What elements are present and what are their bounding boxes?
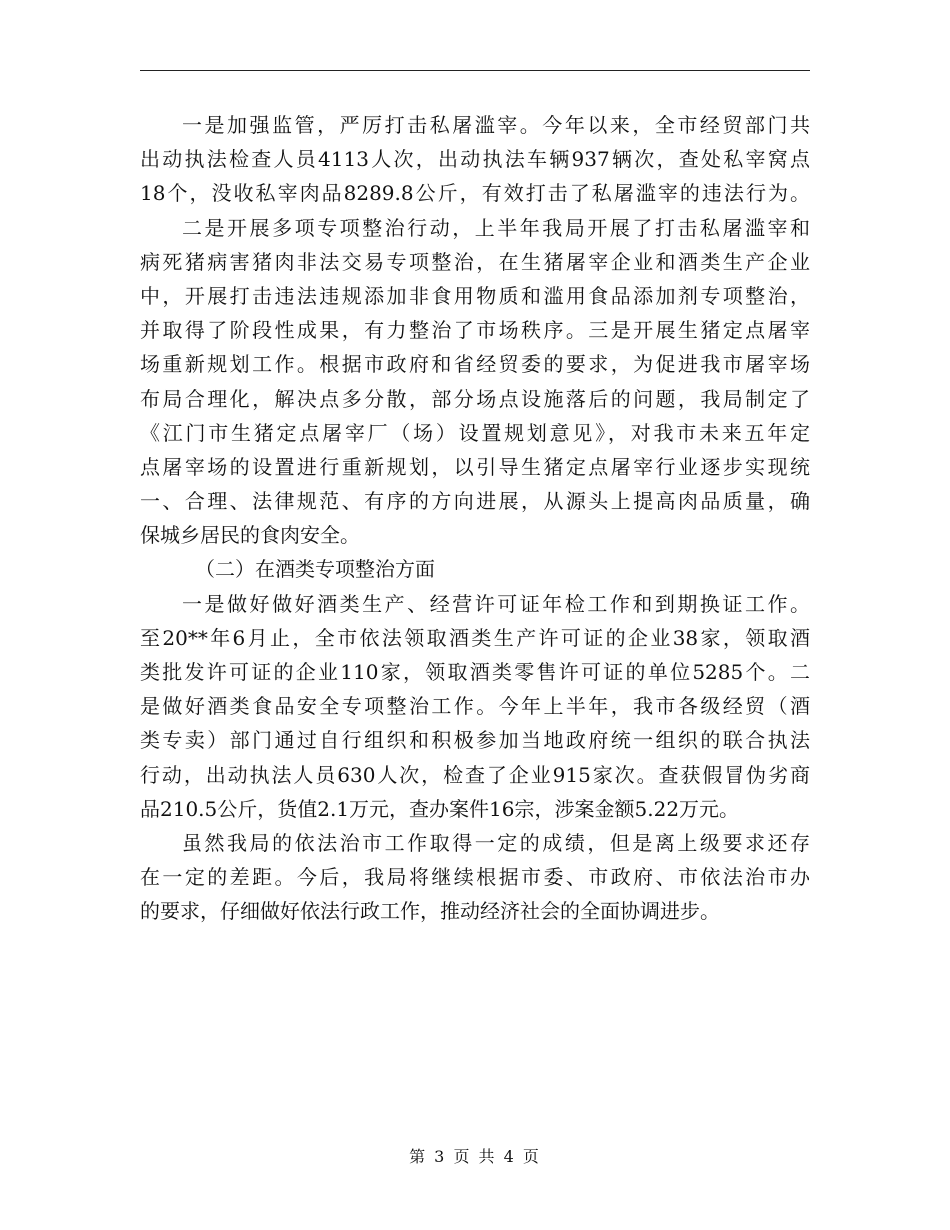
paragraph-line: 一是做好做好酒类生产、经营许可证年检工作和到期换证工作。 — [182, 591, 810, 616]
paragraph-line: 行动，出动执法人员630人次，检查了企业915家次。查获假冒伪劣商 — [140, 762, 810, 787]
paragraph-line: 一是加强监管，严厉打击私屠滥宰。今年以来，全市经贸部门共 — [182, 113, 810, 137]
paragraph-line: 场重新规划工作。根据市政府和省经贸委的要求，为促进我市屠宰场 — [140, 352, 810, 377]
paragraph-line: 在一定的差距。今后，我局将继续根据市委、市政府、市依法治市办 — [140, 865, 810, 890]
paragraph-line: 类批发许可证的企业110家，领取酒类零售许可证的单位5285个。二 — [140, 660, 810, 684]
paragraph-line: 布局合理化，解决点多分散，部分场点设施落后的问题，我局制定了 — [140, 386, 810, 411]
paragraph-line: 并取得了阶段性成果，有力整治了市场秩序。三是开展生猪定点屠宰 — [140, 318, 810, 343]
paragraph-line: 是做好酒类食品安全专项整治工作。今年上半年，我市各级经贸（酒 — [140, 694, 810, 719]
paragraph-line: 的要求，仔细做好依法行政工作，推动经济社会的全面协调进步。 — [140, 899, 720, 924]
section-heading: （二）在酒类专项整治方面 — [195, 557, 435, 582]
paragraph-line: 至20**年6月止，全市依法领取酒类生产许可证的企业38家，领取酒 — [140, 625, 810, 650]
paragraph-line: 二是开展多项专项整治行动，上半年我局开展了打击私屠滥宰和 — [182, 215, 810, 240]
paragraph-line: 点屠宰场的设置进行重新规划，以引导生猪定点屠宰行业逐步实现统 — [140, 454, 810, 479]
paragraph-line: 类专卖）部门通过自行组织和积极参加当地政府统一组织的联合执法 — [140, 728, 810, 753]
paragraph-line: 出动执法检查人员4113人次，出动执法车辆937辆次，查处私宰窝点 — [140, 147, 810, 172]
paragraph-line: 品210.5公斤，货值2.1万元，查办案件16宗，涉案金额5.22万元。 — [140, 796, 740, 821]
header-rule — [140, 70, 810, 71]
paragraph-line: 虽然我局的依法治市工作取得一定的成绩，但是离上级要求还存 — [182, 830, 810, 855]
paragraph-line: 保城乡居民的食肉安全。 — [140, 523, 360, 548]
paragraph-line: 中，开展打击违法违规添加非食用物质和滥用食品添加剂专项整治， — [140, 283, 810, 308]
document-body — [140, 108, 810, 929]
paragraph-line: 18个，没收私宰肉品8289.8公斤，有效打击了私屠滥宰的违法行为。 — [140, 181, 810, 206]
page-number-footer: 第 3 页 共 4 页 — [409, 1147, 541, 1166]
paragraph-line: 一、合理、法律规范、有序的方向进展，从源头上提高肉品质量，确 — [140, 489, 810, 514]
paragraph-line: 病死猪病害猪肉非法交易专项整治，在生猪屠宰企业和酒类生产企业 — [140, 249, 810, 274]
paragraph-line: 《江门市生猪定点屠宰厂（场）设置规划意见》，对我市未来五年定 — [140, 420, 810, 445]
